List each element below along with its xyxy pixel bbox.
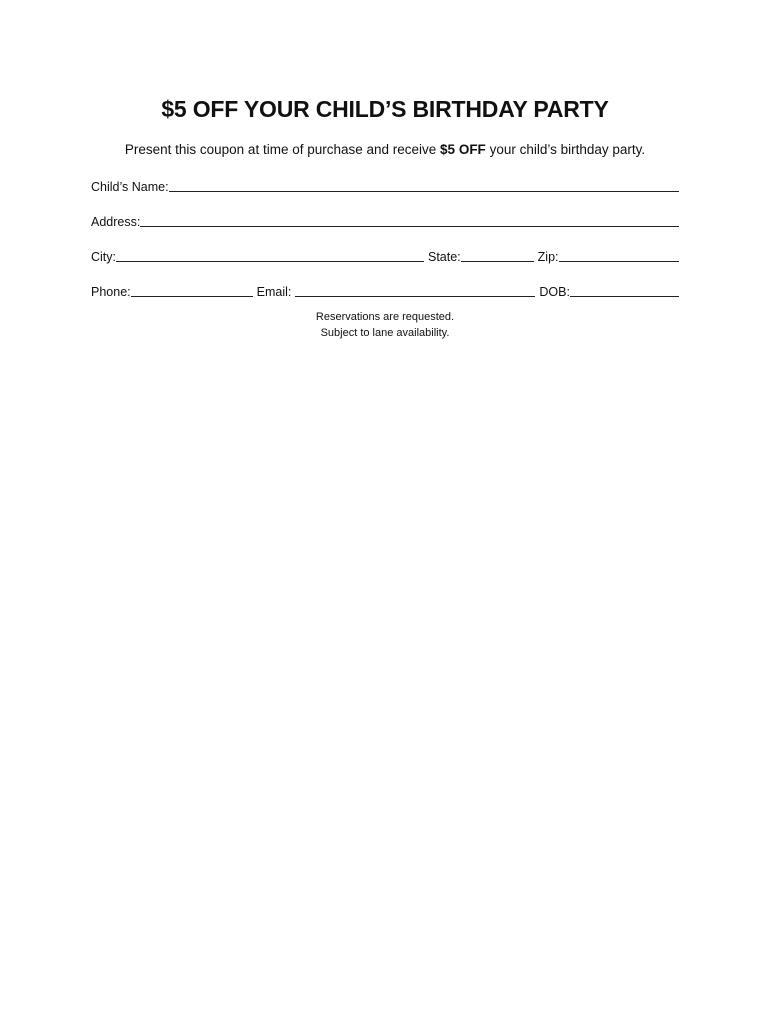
state-label: State: [428, 250, 461, 264]
email-field[interactable] [295, 284, 535, 297]
child-name-field[interactable] [169, 179, 679, 192]
dob-field[interactable] [570, 284, 679, 297]
child-name-row [91, 176, 679, 194]
intro-text-after: your child’s birthday party. [485, 142, 646, 157]
email-label: Email: [256, 285, 292, 299]
child-name-label: Child’s Name: [91, 180, 169, 194]
phone-label: Phone: [91, 285, 131, 299]
intro-discount-bold: $5 OFF [440, 142, 486, 157]
phone-field[interactable] [131, 284, 253, 297]
zip-label: Zip: [537, 250, 559, 264]
coupon-title: $5 OFF YOUR CHILD’S BIRTHDAY PARTY [161, 96, 609, 122]
state-field[interactable] [461, 249, 534, 262]
intro-text-before: Present this coupon at time of purchase and receive [124, 142, 441, 157]
phone-email-dob-row [91, 281, 679, 299]
city-field[interactable] [116, 249, 424, 262]
city-label: City: [91, 250, 116, 264]
zip-field[interactable] [559, 249, 679, 262]
availability-note: Subject to lane availability. [320, 327, 450, 339]
address-label: Address: [91, 215, 141, 229]
city-state-zip-row [91, 246, 679, 264]
dob-label: DOB: [539, 285, 570, 299]
reservation-note: Reservations are requested. [315, 311, 455, 323]
address-row [91, 211, 679, 229]
address-field[interactable] [140, 214, 679, 227]
coupon-intro [0, 142, 770, 157]
